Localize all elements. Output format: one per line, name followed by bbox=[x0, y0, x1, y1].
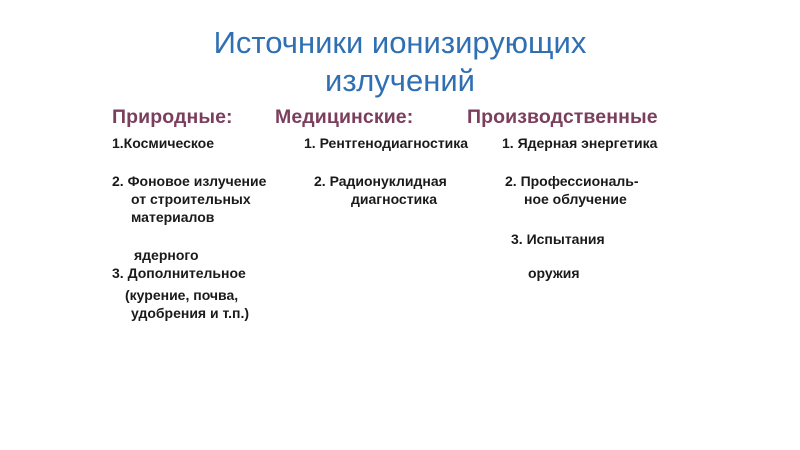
slide-title bbox=[0, 24, 800, 100]
natural-fragment: ядерного bbox=[134, 247, 199, 263]
natural-item-3-line-3: удобрения и т.п.) bbox=[131, 305, 250, 321]
slide-title-line-2: излучений bbox=[325, 63, 475, 98]
medical-item-1: 1. Рентгенодиагностика bbox=[304, 135, 469, 151]
natural-item-3-line-1: 3. Дополнительное bbox=[112, 265, 246, 281]
header-industrial: Производственные bbox=[467, 106, 658, 128]
natural-item-2-line-2: от строительных bbox=[131, 191, 251, 207]
medical-item-2-line-1: 2. Радионуклидная bbox=[314, 173, 447, 189]
natural-item-3-line-2: (курение, почва, bbox=[125, 287, 239, 303]
header-natural: Природные: bbox=[112, 106, 233, 128]
natural-item-2-line-1: 2. Фоновое излучение bbox=[112, 173, 267, 189]
header-medical: Медицинские: bbox=[275, 106, 414, 128]
natural-item-2-line-3: материалов bbox=[131, 209, 215, 225]
industrial-item-3-line-1: 3. Испытания bbox=[511, 231, 605, 247]
industrial-item-2-line-2: ное облучение bbox=[524, 191, 627, 207]
natural-item-1: 1.Космическое bbox=[112, 135, 215, 151]
industrial-item-2-line-1: 2. Профессиональ- bbox=[505, 173, 639, 189]
industrial-item-3-line-2: оружия bbox=[528, 265, 580, 281]
medical-item-2-line-2: диагностика bbox=[351, 191, 437, 207]
industrial-item-1: 1. Ядерная энергетика bbox=[502, 135, 658, 151]
slide-title-line-1: Источники ионизирующих bbox=[213, 25, 587, 60]
